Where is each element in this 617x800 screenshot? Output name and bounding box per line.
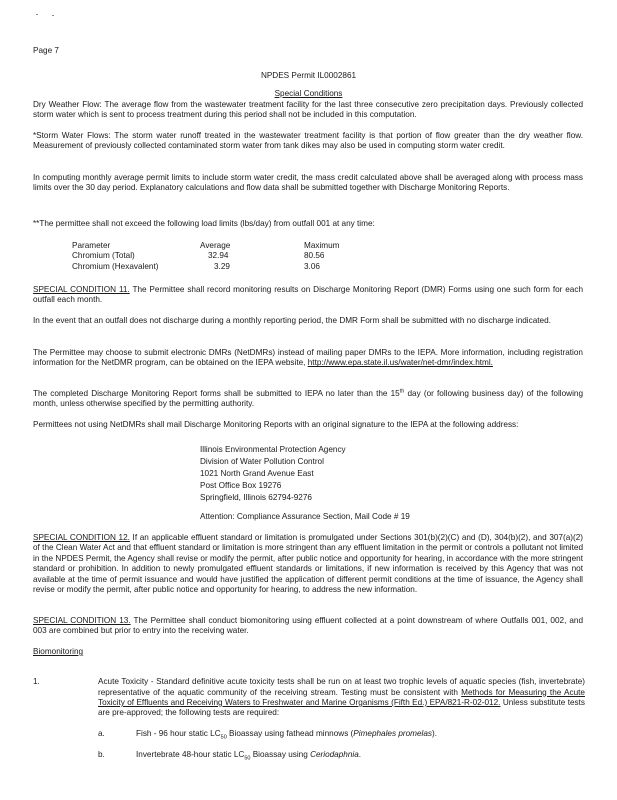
- item-1b-text-c: .: [358, 750, 362, 760]
- section-heading: Special Conditions: [274, 89, 343, 98]
- condition-13-text: The Permittee shall conduct biomonitoring using effluent collected at a point downstream of where Outfalls 001, 002, and 003 are combined but prior to entry into the receiving water.: [33, 616, 583, 636]
- item-1a-text-c: ).: [432, 729, 438, 739]
- dry-weather-paragraph: Dry Weather Flow: The average flow from the wastewater treatment facility for the last three consecutive zero precipitation days. Previously collected storm water which is sent to process treatment during this period shall not be included in this computation.: [33, 100, 583, 120]
- cell-average: 3.29: [214, 261, 230, 271]
- item-1b-letter: b.: [98, 750, 105, 760]
- condition-11-label: SPECIAL CONDITION 11.: [33, 285, 130, 294]
- acute-toxicity-paragraph: [98, 677, 585, 719]
- condition-12-label: SPECIAL CONDITION 12.: [33, 533, 130, 542]
- item-1a-text-a: Fish - 96 hour static LC: [136, 729, 221, 739]
- item-1b-text-b: Bioassay using: [250, 750, 311, 760]
- cell-average: 32.94: [208, 251, 229, 261]
- permit-title: NPDES Permit IL0002861: [260, 71, 357, 80]
- cell-parameter: Chromium (Hexavalent): [72, 261, 159, 271]
- no-discharge-paragraph: In the event that an outfall does not discharge during a monthly reporting period, the DMR Form shall be submitted with no discharge indicated.: [33, 316, 551, 325]
- table-header-row: [72, 241, 352, 251]
- address-line: Illinois Environmental Protection Agency: [200, 445, 346, 454]
- mailing-address: [200, 444, 346, 504]
- fish-bioassay-item: [136, 729, 437, 739]
- attention-line: Attention: Compliance Assurance Section, Mail Code # 19: [200, 512, 410, 521]
- netdmr-paragraph: [33, 348, 583, 369]
- scan-speck: [52, 15, 54, 16]
- address-line: 1021 North Grand Avenue East: [200, 469, 314, 478]
- condition-13-label: SPECIAL CONDITION 13.: [33, 616, 131, 625]
- special-condition-12: [33, 533, 583, 595]
- condition-12-text: If an applicable effluent standard or limitation is promulgated under Sections 301(b)(2)(C) and (D), 304(b)(2), and 307(a)(2) of the Clean Water Act and that effluent standard or limitation is more stringent than any effluent limitation in the permit or controls a pollutant not limited in the NPDES Permit, the Agency shall revise or modify the permit, after public notice and opportunity for hearing, in accordance with the more stringent standard or prohibition. In addition to newly promulgated effluent standards or limitations, if new information is received by this Agency that was not available at the time of permit issuance and would have justified the application of different permit conditions at the time of issuance, the Agency shall revise or modify the permit, after public notice and opportunity for hearing, to address the new information.: [33, 533, 583, 595]
- address-line: Division of Water Pollution Control: [200, 457, 324, 466]
- netdmr-link[interactable]: http://www.epa.state.il.us/water/net-dmr/index.html.: [307, 358, 493, 368]
- item-1a-subscript: 50: [220, 734, 227, 741]
- item-1a-letter: a.: [98, 729, 105, 739]
- not-using-netdmr-paragraph: Permittees not using NetDMRs shall mail Discharge Monitoring Reports with an original signature to the IEPA at the following address:: [33, 420, 519, 429]
- netdmr-text: The Permittee may choose to submit electronic DMRs (NetDMRs) instead of mailing paper DMRs to the IEPA. More information, including registration information for the NetDMR program, can be obtained on the IEPA website,: [33, 348, 583, 368]
- address-line: Springfield, Illinois 62794-9276: [200, 493, 312, 502]
- biomonitoring-heading: Biomonitoring: [33, 647, 84, 656]
- condition-11-text: The Permittee shall record monitoring results on Discharge Monitoring Report (DMR) Forms using one such form for each outfall each month.: [33, 285, 583, 305]
- item-1b-text-a: Invertebrate 48-hour static LC: [136, 750, 245, 760]
- cell-parameter: Chromium (Total): [72, 251, 135, 261]
- header-maximum: Maximum: [304, 241, 340, 250]
- completed-dmr-paragraph: [33, 389, 583, 410]
- cell-maximum: 80.56: [304, 251, 325, 261]
- load-limits-table: [72, 241, 352, 272]
- method-reference: Methods for Measuring the Acute Toxicity of Effluents and Receiving Waters to Freshwater and Marine Organisms (Fifth Ed.) EPA/821-R-02-012.: [98, 687, 585, 707]
- cell-maximum: 3.06: [304, 261, 320, 271]
- item-1-text-b: Unless substitute tests are pre-approved; the following tests are required:: [98, 698, 585, 718]
- item-1b-subscript: 50: [244, 755, 251, 762]
- computing-paragraph: In computing monthly average permit limits to include storm water credit, the mass credit calculated above shall be averaged along with process mass limits over the 30 day period. Explanatory calculations and flow data shall be submitted together with Discharge Monitoring Reports.: [33, 173, 583, 193]
- address-line: Post Office Box 19276: [200, 481, 282, 490]
- header-average: Average: [200, 241, 231, 250]
- table-row: [72, 262, 352, 272]
- item-1-number: 1.: [33, 677, 40, 687]
- ceriodaphnia-species: Ceriodaphnia: [310, 750, 359, 760]
- completed-text-b: day (or following business day) of the following month, unless otherwise specified by the permitting authority.: [33, 389, 583, 409]
- invertebrate-bioassay-item: [136, 750, 361, 760]
- load-limits-paragraph: **The permittee shall not exceed the following load limits (lbs/day) from outfall 001 at any time:: [33, 219, 375, 228]
- page-label: Page 7: [33, 46, 59, 55]
- storm-water-paragraph: *Storm Water Flows: The storm water runoff treated in the wastewater treatment facility is that portion of flow greater than the dry weather flow. Measurement of previously collected contaminated storm water from tank dikes may also be used in computing storm water credit.: [33, 131, 583, 151]
- special-condition-13: [33, 616, 583, 637]
- completed-text-a: The completed Discharge Monitoring Report forms shall be submitted to IEPA no later than the 15: [33, 389, 400, 398]
- table-row: [72, 251, 352, 261]
- completed-superscript: th: [399, 388, 405, 395]
- special-condition-11: [33, 285, 583, 306]
- item-1-text-a: Acute Toxicity - Standard definitive acute toxicity tests shall be run on at least two trophic levels of aquatic species (fish, invertebrate) representative of the aquatic community of the receiving stream. Testing must be consistent with: [98, 677, 585, 697]
- item-1a-text-b: Bioassay using fathead minnows (: [226, 729, 354, 739]
- fathead-species: Pimephales promelas: [353, 729, 433, 739]
- header-parameter: Parameter: [72, 241, 111, 250]
- scan-speck: [36, 14, 38, 15]
